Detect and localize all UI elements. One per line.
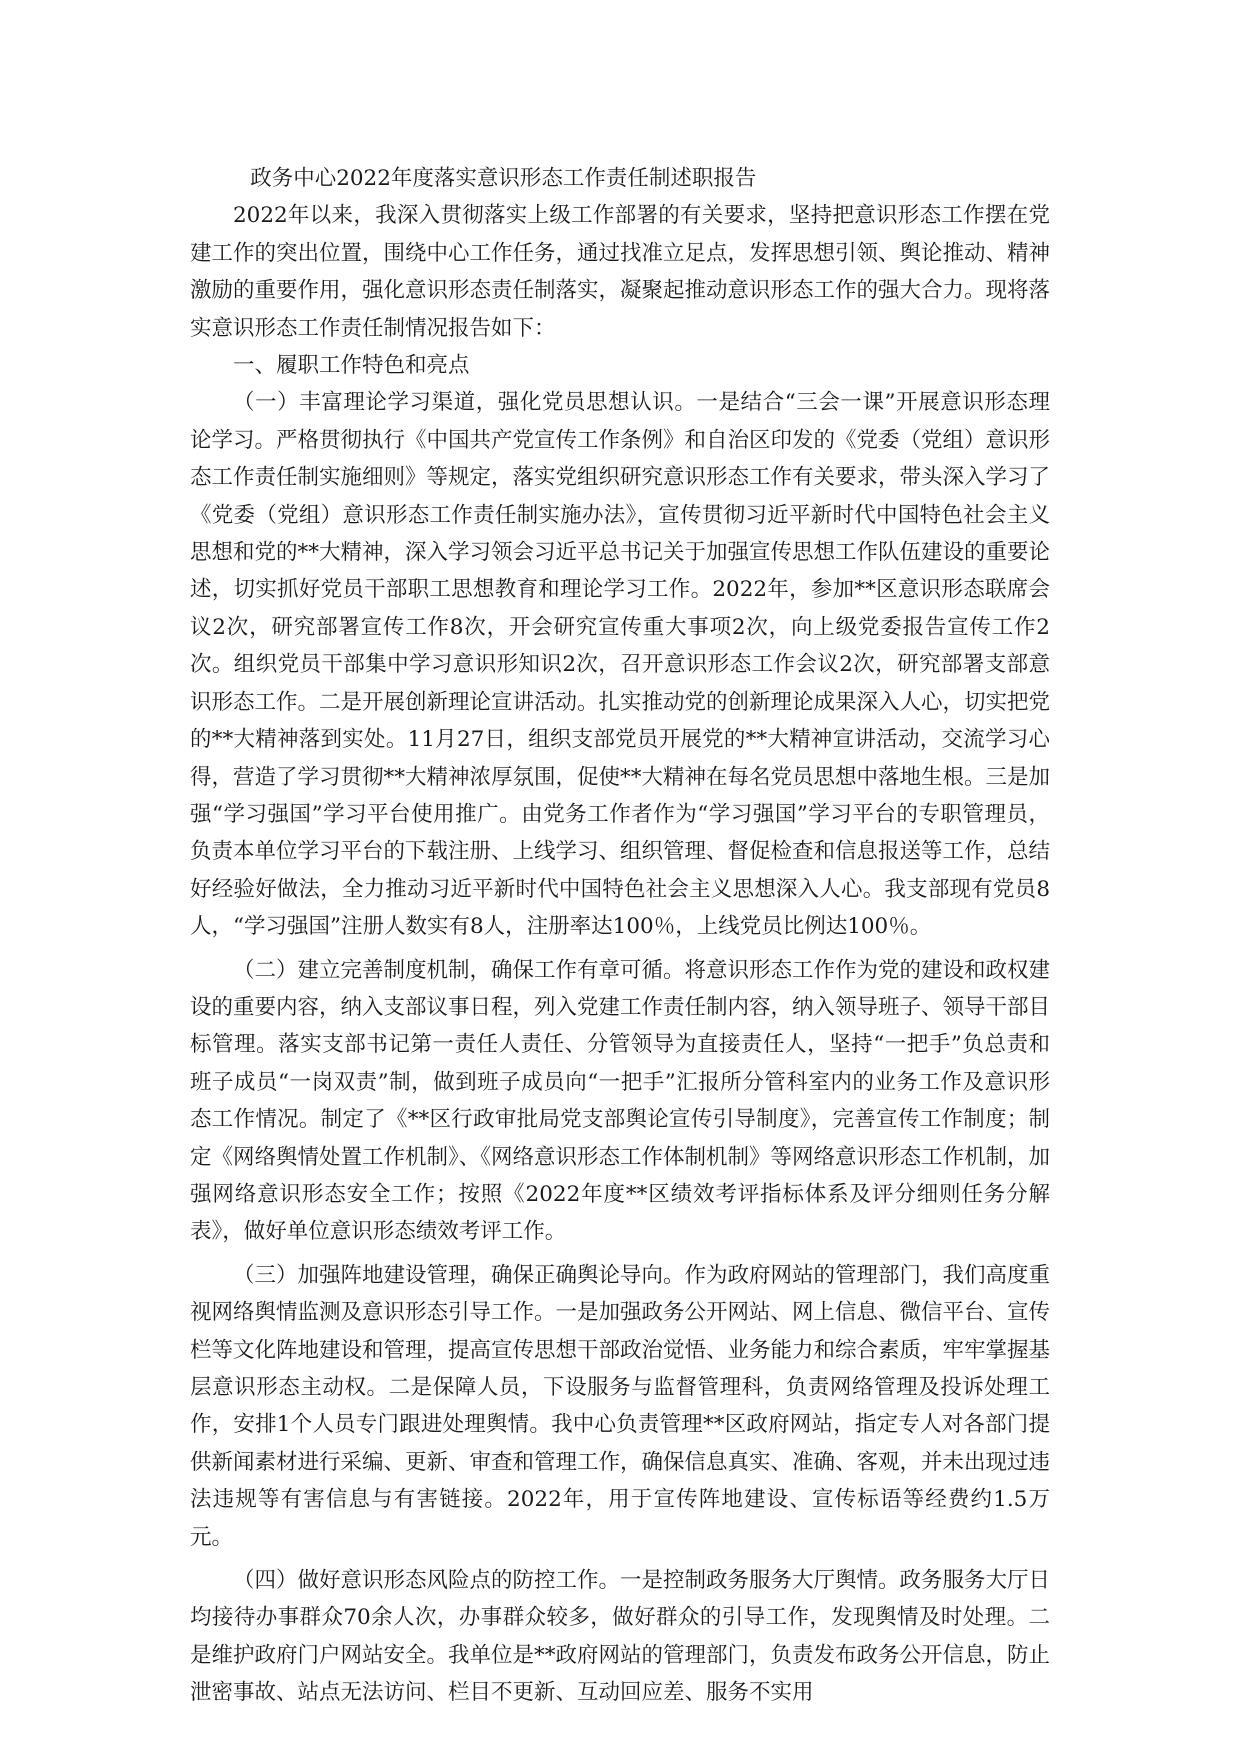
body-paragraph-4: （四）做好意识形态风险点的防控工作。一是控制政务服务大厅舆情。政务服务大厅日均接待办事群众70余人次，办事群众较多，做好群众的引导工作，发现舆情及时处理。二是维护政府门户网站安全。我单位是**政府网站的管理部门，负责发布政务公开信息，防止泄密事故、站点无法访问、栏目不更新、互动回应差、服务不实用 bbox=[190, 1568, 1051, 1706]
body-paragraph-3: （三）加强阵地建设管理，确保正确舆论导向。作为政府网站的管理部门，我们高度重视网络舆情监测及意识形态引导工作。一是加强政务公开网站、网上信息、微信平台、宣传栏等文化阵地建设和管理，提高宣传思想干部政治觉悟、业务能力和综合素质，牢牢掌握基层意识形态主动权。二是保障人员，下设服务与监督管理科，负责网络管理及投诉处理工作，安排1个人员专门跟进处理舆情。我中心负责管理**区政府网站，指定专人对各部门提供新闻素材进行采编、更新、审查和管理工作，确保信息真实、准确、客观，并未出现过违法违规等有害信息与有害链接。2022年，用于宣传阵地建设、宣传标语等经费约1.5万元。 bbox=[190, 1262, 1051, 1550]
document-page bbox=[190, 160, 1050, 1712]
intro-paragraph: 2022年以来，我深入贯彻落实上级工作部署的有关要求，坚持把意识形态工作摆在党建工作的突出位置，围绕中心工作任务，通过找准立足点，发挥思想引领、舆论推动、精神激励的重要作用，强化意识形态责任制落实，凝聚起推动意识形态工作的强大合力。现将落实意识形态工作责任制情况报告如下： bbox=[190, 203, 1051, 341]
body-paragraph-1: （一）丰富理论学习渠道，强化党员思想认识。一是结合“三会一课”开展意识形态理论学习。严格贯彻执行《中国共产党宣传工作条例》和自治区印发的《党委（党组）意识形态工作责任制实施细则》等规定，落实党组织研究意识形态工作有关要求，带头深入学习了《党委（党组）意识形态工作责任制实施办法》，宣传贯彻习近平新时代中国特色社会主义思想和党的**大精神，深入学习领会习近平总书记关于加强宣传思想工作队伍建设的重要论述，切实抓好党员干部职工思想教育和理论学习工作。2022年，参加**区意识形态联席会议2次，研究部署宣传工作8次，开会研究宣传重大事项2次，向上级党委报告宣传工作2次。组织党员干部集中学习意识形知识2次，召开意识形态工作会议2次，研究部署支部意识形态工作。二是开展创新理论宣讲活动。扎实推动党的创新理论成果深入人心，切实把党的**大精神落到实处。11月27日，组织支部党员开展党的**大精神宣讲活动，交流学习心得，营造了学习贯彻**大精神浓厚氛围，促使**大精神在每名党员思想中落地生根。三是加强“学习强国”学习平台使用推广。由党务工作者作为“学习强国”学习平台的专职管理员，负责本单位学习平台的下载注册、上线学习、组织管理、督促检查和信息报送等工作，总结好经验好做法，全力推动习近平新时代中国特色社会主义思想深入人心。我支部现有党员8人，“学习强国”注册人数实有8人，注册率达100％，上线党员比例达100％。 bbox=[190, 390, 1051, 940]
document-title: 政务中心2022年度落实意识形态工作责任制述职报告 bbox=[250, 166, 757, 191]
body-paragraph-2: （二）建立完善制度机制，确保工作有章可循。将意识形态工作作为党的建设和政权建设的重要内容，纳入支部议事日程，列入党建工作责任制内容，纳入领导班子、领导干部目标管理。落实支部书记第一责任人责任、分管领导为直接责任人，坚持“一把手”负总责和班子成员“一岗双责”制，做到班子成员向“一把手”汇报所分管科室内的业务工作及意识形态工作情况。制定了《**区行政审批局党支部舆论宣传引导制度》，完善宣传工作制度；制定《网络舆情处置工作机制》、《网络意识形态工作体制机制》等网络意识形态工作机制，加强网络意识形态安全工作；按照《2022年度**区绩效考评指标体系及评分细则任务分解表》，做好单位意识形态绩效考评工作。 bbox=[190, 957, 1051, 1245]
section-heading: 一、履职工作特色和亮点 bbox=[233, 353, 470, 379]
